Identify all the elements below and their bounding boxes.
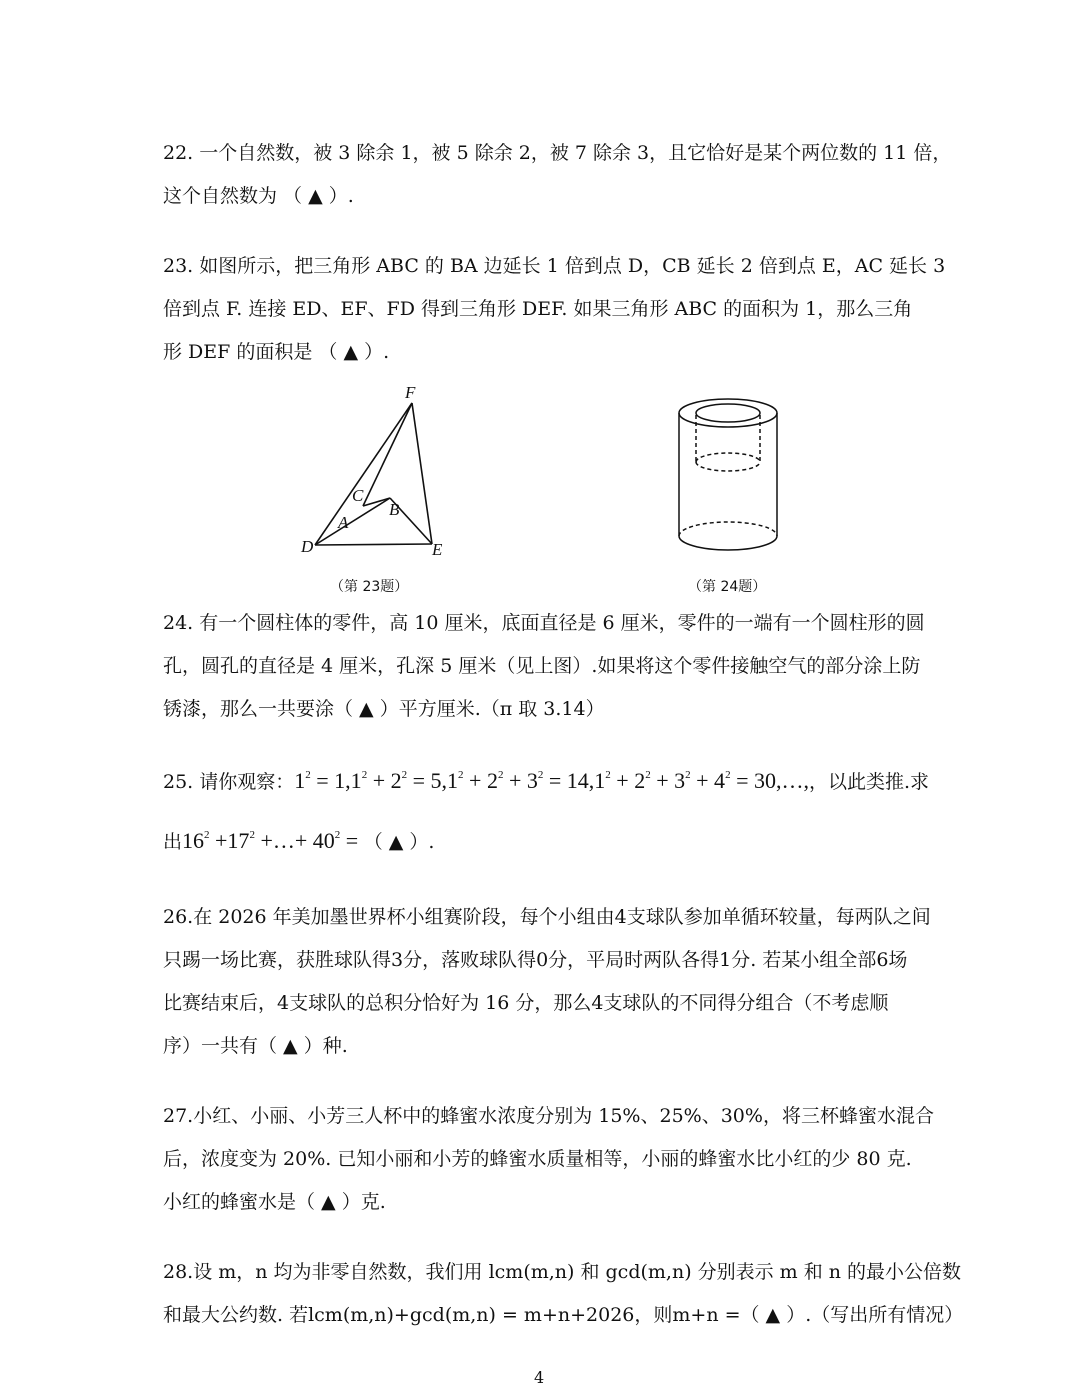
q25-sum-expression: $16^2 +17^2$ +…+ $40^2$ = [182,828,364,853]
q26-line4: 序）一共有（ ▲ ）种. [163,1035,348,1057]
figure-23-caption: （第 23题） [330,579,409,595]
figure-23-triangle [295,378,465,563]
figure-24-cylinder [665,390,805,560]
q26-line3: 比赛结束后，4支球队的总积分恰好为 16 分，那么4支球队的不同得分组合（不考虑顺 [163,992,889,1014]
q23-line1: 23. 如图所示，把三角形 ABC 的 BA 边延长 1 倍到点 D，CB 延长 2 倍到点 E，AC 延长 3 [163,255,946,277]
q23-line2: 倍到点 F. 连接 ED、EF、FD 得到三角形 DEF. 如果三角形 ABC 的面积为 1，那么三角 [163,298,913,320]
q27-line1: 27.小红、小丽、小芳三人杯中的蜂蜜水浓度分别为 15%、25%、30%，将三杯蜂蜜水混合 [163,1105,934,1127]
q27-line3: 小红的蜂蜜水是（ ▲ ）克. [163,1191,386,1213]
q27-line2: 后，浓度变为 20%. 已知小丽和小芳的蜂蜜水质量相等，小丽的蜂蜜水比小红的少 80 克. [163,1148,912,1170]
label-D: D [301,537,314,556]
q26-line2: 只踢一场比赛，获胜球队得3分，落败球队得0分，平局时两队各得1分. 若某小组全部6场 [163,949,908,971]
label-F: F [405,383,416,402]
q22-line1: 22. 一个自然数，被 3 除余 1，被 5 除余 2，被 7 除余 3，且它恰好是某个两位数的 11 倍， [163,142,952,164]
q25-suffix: ，以此类推.求 [808,771,930,793]
q25-line1 [163,768,929,795]
q25-equation: $1^2 = 1,1^2 + 2^2 = 5,1^2 + 2^2 + 3^2 = 14,1^2 + 2^2 + 3^2 + 4^2$ = 30,…, [294,768,809,793]
label-C: C [352,486,364,505]
q24-line2: 孔，圆孔的直径是 4 厘米，孔深 5 厘米（见上图）.如果将这个零件接触空气的部分涂上防 [163,655,921,677]
q25-line2 [163,828,434,855]
label-E: E [432,540,443,559]
figure-24-caption: （第 24题） [688,579,767,595]
q22-line2: 这个自然数为 （ ▲ ）. [163,185,354,207]
q28-line1: 28.设 m，n 均为非零自然数，我们用 lcm(m,n) 和 gcd(m,n) 分别表示 m 和 n 的最小公倍数 [163,1261,962,1283]
q24-line1: 24. 有一个圆柱体的零件，高 10 厘米，底面直径是 6 厘米，零件的一端有一个圆柱形的圆 [163,612,925,634]
q24-line3: 锈漆，那么一共要涂（ ▲ ）平方厘米.（π 取 3.14） [163,698,605,720]
q26-line1: 26.在 2026 年美加墨世界杯小组赛阶段，每个小组由4支球队参加单循环较量，每两队之间 [163,906,931,928]
q23-line3: 形 DEF 的面积是 （ ▲ ）. [163,341,390,363]
q25-line2-suffix: （ ▲ ）. [363,831,435,853]
label-B: B [389,500,400,519]
page-number: 4 [534,1368,545,1387]
q28-line2: 和最大公约数. 若lcm(m,n)+gcd(m,n) = m+n+2026，则m+n =（ ▲ ）.（写出所有情况） [163,1304,964,1326]
q25-line2-prefix: 出 [163,831,183,853]
label-A: A [338,513,349,532]
q25-prefix: 25. 请你观察： [163,771,295,793]
